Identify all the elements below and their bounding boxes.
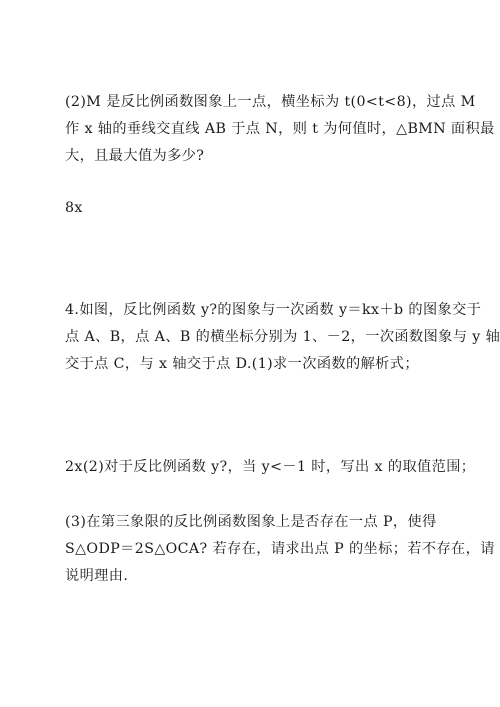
q2-text-line-3: 大，且最大值为多少?: [65, 148, 205, 164]
q2-text-line-1: (2)M 是反比例函数图象上一点，横坐标为 t(0<t<8)，过点 M: [65, 94, 476, 110]
q4-part2-text: 2x(2)对于反比例函数 y?，当 y<－1 时，写出 x 的取值范围；: [65, 459, 476, 475]
q2-text-line-2: 作 x 轴的垂线交直线 AB 于点 N，则 t 为何值时，△BMN 面积最: [65, 121, 495, 137]
q4-part3-line-2: S△ODP＝2S△OCA? 若存在，请求出点 P 的坐标；若不存在，请: [65, 541, 495, 557]
q4-part3-line-1: (3)在第三象限的反比例函数图象上是否存在一点 P，使得: [65, 514, 437, 530]
q4-text-line-3: 交于点 C，与 x 轴交于点 D.(1)求一次函数的解析式；: [65, 356, 419, 372]
q4-part3-line-3: 说明理由.: [65, 568, 129, 584]
q4-text-line-1: 4.如图，反比例函数 y?的图象与一次函数 y＝kx＋b 的图象交于: [65, 302, 482, 318]
formula-fragment: 8x: [65, 200, 83, 216]
q4-text-line-2: 点 A、B，点 A、B 的横坐标分别为 1、－2，一次函数图象与 y 轴: [65, 329, 500, 345]
